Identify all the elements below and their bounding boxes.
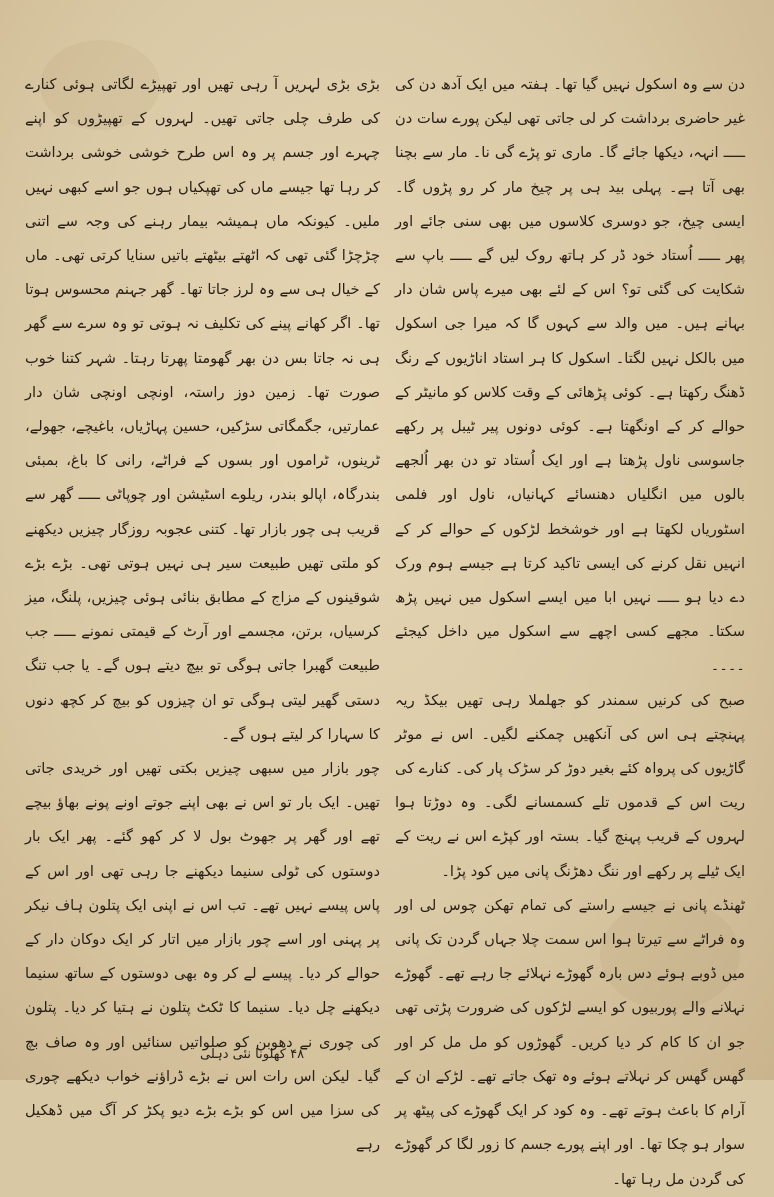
right-text-column	[395, 68, 745, 1197]
paragraph: دن سے وہ اسکول نہیں گیا تھا۔ ہفتہ میں ایک آدھ دن کی غیر حاضری برداشت کر لی جاتی تھی لیکن پورے سات دن ـــــ انہہ، دیکھا جائے گا۔ ماری تو پڑے گی نا۔ مار سے بچنا بھی آتا ہے۔ پہلی بید ہی پر چیخ مار کر رو پڑوں گا۔ ایسی چیخ، جو دوسری کلاسوں میں بھی سنی جائے اور پھر ـــــ اُستاد خود ڈر کر ہاتھ روک لیں گے ـــــ باپ سے شکایت کی گئی تو؟ اس کے لئے بھی میرے پاس شان دار بہانے ہیں۔ میں والد سے کہوں گا کہ میرا جی اسکول میں بالکل نہیں لگتا۔ اسکول کا ہر استاد اناڑیوں کے رنگ ڈھنگ رکھتا ہے۔ کوئی پڑھائی کے وقت کلاس کو مانیٹر کے حوالے کر کے اونگھتا ہے۔ کوئی دونوں پیر ٹیبل پر رکھے جاسوسی ناول پڑھتا ہے اور ایک اُستاد تو دن بھر اُلجھے بالوں میں انگلیاں دھنسائے کہانیاں، ناول اور فلمی اسٹوریاں لکھتا ہے اور خوشخط لڑکوں کے حوالے کر کے انہیں نقل کرنے کی ایسی تاکید کرتا ہے جیسے ہوم ورک دے دیا ہو ـــــ نہیں ابا میں ایسے اسکول میں نہیں پڑھ سکتا۔ مجھے کسی اچھے سے اسکول میں داخل کیجئے ۔۔۔۔	[395, 76, 745, 675]
left-text-column	[25, 68, 380, 1163]
page-footer: ۴۸ کھلونا نئی دہلی	[200, 1047, 305, 1062]
paragraph: بڑی بڑی لہریں آ رہی تھیں اور تھپیڑے لگاتی ہوئی کنارے کی طرف چلی جاتی تھیں۔ لہروں کے تھپیڑوں کو اپنے چہرے اور جسم پر وہ اس طرح خوشی خوشی برداشت کر رہا تھا جیسے ماں کی تھپکیاں ہوں جو اسے کبھی نہیں ملیں۔ کیونکہ ماں ہمیشہ بیمار رہنے کی وجہ سے اتنی چڑچڑا گئی تھی کہ اٹھتے بیٹھتے باتیں سنایا کرتی تھی۔ ماں کے خیال ہی سے وہ لرز جاتا تھا۔ گھر جہنم محسوس ہوتا تھا۔ اگر کھانے پینے کی تکلیف نہ ہوتی تو وہ سرے سے گھر ہی نہ جاتا بس دن بھر گھومتا پھرتا رہتا۔ شہر کتنا خوب صورت تھا۔ زمین دوز راستہ، اونچی اونچی شان دار عمارتیں، جگمگاتی سڑکیں، حسین پہاڑیاں، باغیچے، جھولے، ٹرینوں، ٹراموں اور بسوں کے فراٹے، رانی کا باغ، بمبئی بندرگاہ، اپالو بندر، ریلوے اسٹیشن اور چوپاٹی ـــــ گھر سے قریب ہی چور بازار تھا۔ کتنی عجوبہ روزگار چیزیں دیکھنے کو ملتی تھیں طبیعت سیر ہی نہیں ہوتی تھی۔ بڑے بڑے شوقینوں کے مزاج کے مطابق بنائی ہوئی چیزیں، پلنگ، میز کرسیاں، برتن، مجسمے اور آرٹ کے قیمتی نمونے ـــــ جب طبیعت گھبرا جاتی ہوگی تو بیچ دیتے ہوں گے۔ یا جب تنگ دستی گھیر لیتی ہوگی تو ان چیزوں کو بیچ کر کچھ دنوں کا سہارا کر لیتے ہوں گے۔	[25, 76, 380, 743]
paragraph: چور بازار میں سبھی چیزیں بکتی تھیں اور خریدی جاتی تھیں۔ ایک بار تو اس نے بھی اپنے جوتے اونے پونے بھاؤ بیچے تھے اور گھر پر جھوٹ بول لا کر کھو گئے۔ پھر ایک بار دوستوں کی ٹولی سنیما دیکھنے جا رہی تھی اور اس کے پاس پیسے نہیں تھے۔ تب اس نے اپنی ایک پتلون ہاف نیکر پر پہنی اور اسے چور بازار میں اتار کر ایک دوکان دار کے حوالے کر دیا۔ پیسے لے کر وہ بھی دوستوں کے ساتھ سنیما دیکھنے چل دیا۔ سنیما کا ٹکٹ پتلون نے ہتیا کر دیا۔ پتلون کی چوری نے دھوبن کو صلواتیں سنائیں اور وہ صاف بچ گیا۔ لیکن اس رات اس نے بڑے ڈراؤنے خواب دیکھے چوری کی سزا میں اس کو بڑے بڑے دیو پکڑ کر آگ میں ڈھکیل رہے	[25, 760, 380, 1154]
paragraph: صبح کی کرنیں سمندر کو جھلملا رہی تھیں بیکڈ ریہ پہنچتے ہی اس کی آنکھیں چمکنے لگیں۔ اس نے موٹر گاڑیوں کی پرواہ کئے بغیر دوڑ کر سڑک پار کی۔ کنارے کی ریت اس کے قدموں تلے کسمسانے لگی۔ وہ دوڑتا ہوا لہروں کے قریب پہنچ گیا۔ بستہ اور کپڑے اس نے ریت کے ایک ٹیلے پر رکھے اور ننگ دھڑنگ پانی میں کود پڑا۔	[395, 691, 745, 880]
paragraph: ٹھنڈے پانی نے جیسے راستے کی تمام تھکن چوس لی اور وہ فراٹے سے تیرتا ہوا اس سمت چلا جہاں گردن تک پانی میں ڈوبے ہوئے دس بارہ گھوڑے نہلائے جا رہے تھے۔ گھوڑے نہلانے والے پوربیوں کو ایسے لڑکوں کی ضرورت پڑتی تھی جو ان کا کام کر دیا کریں۔ گھوڑوں کو مل مل کر اور گھس گھس کر نہلاتے ہوئے وہ تھک جاتے تھے۔ لڑکے ان کے آرام کا باعث ہوتے تھے۔ وہ کود کر ایک گھوڑے کی پیٹھ پر سوار ہو چکا تھا۔ اور اپنے پورے جسم کا زور لگا کر گھوڑے کی گردن مل رہا تھا۔	[395, 896, 745, 1188]
